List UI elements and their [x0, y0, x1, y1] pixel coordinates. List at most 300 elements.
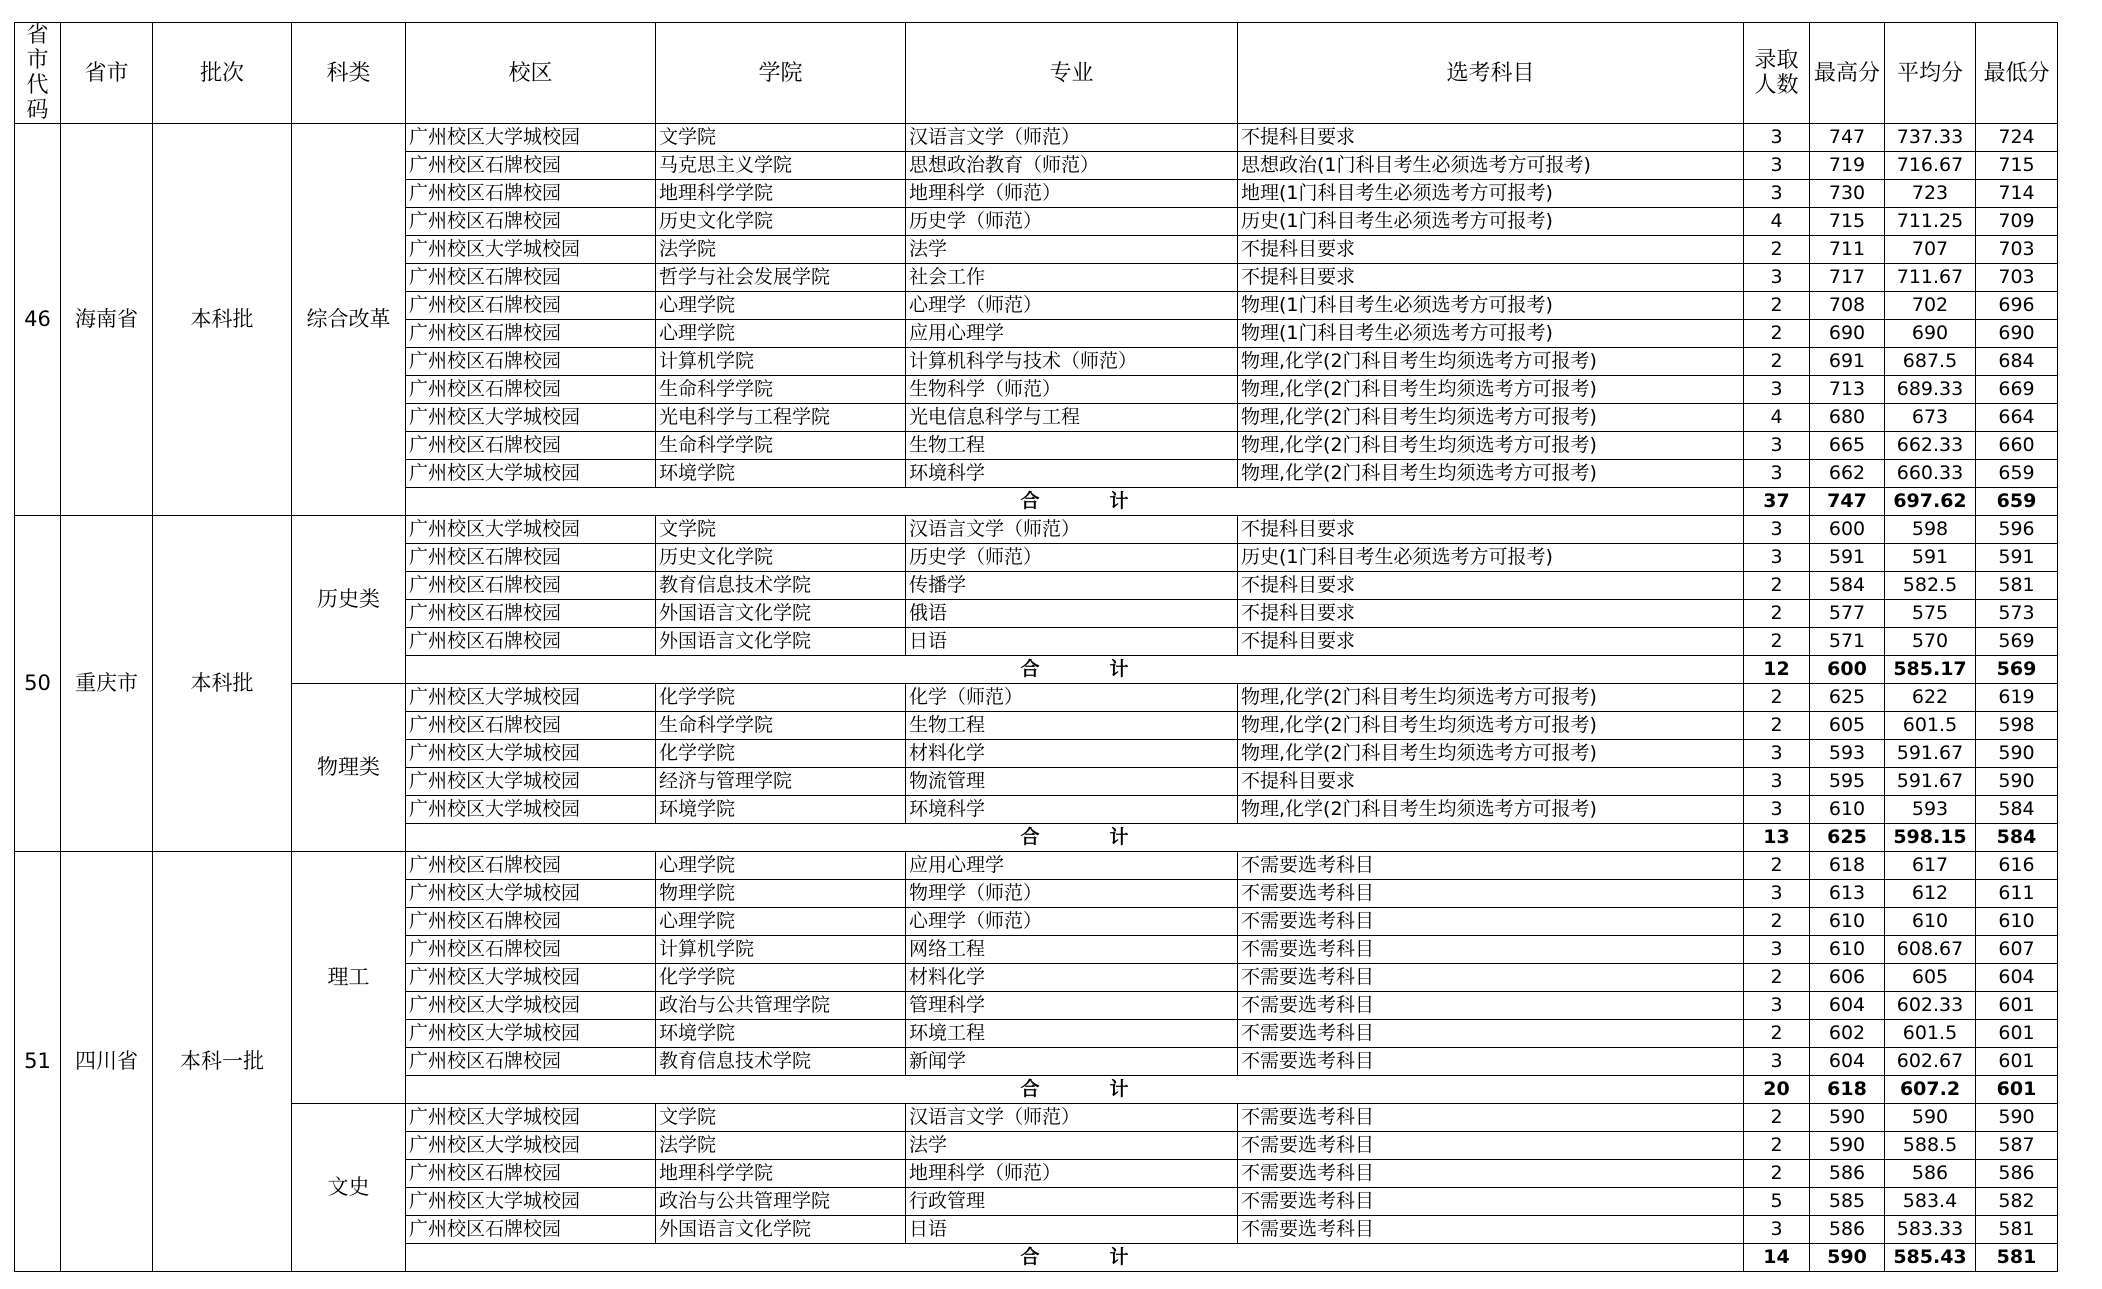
cell-avg-score: 737.33 [1885, 124, 1976, 152]
cell-major: 社会工作 [906, 264, 1238, 292]
total-admitted-count: 37 [1744, 488, 1810, 516]
cell-campus: 广州校区石牌校园 [406, 936, 656, 964]
cell-college: 化学学院 [656, 684, 906, 712]
cell-max-score: 610 [1810, 936, 1885, 964]
total-label-ji: 计 [1109, 658, 1129, 680]
cell-max-score: 711 [1810, 236, 1885, 264]
cell-max-score: 605 [1810, 712, 1885, 740]
cell-major: 心理学（师范） [906, 908, 1238, 936]
cell-subject-requirement: 不需要选考科目 [1238, 1160, 1744, 1188]
province-cell: 重庆市 [61, 516, 153, 852]
cell-college: 外国语言文化学院 [656, 1216, 906, 1244]
cell-college: 生命科学学院 [656, 712, 906, 740]
cell-avg-score: 602.67 [1885, 1048, 1976, 1076]
cell-min-score: 610 [1976, 908, 2058, 936]
cell-subject-requirement: 不提科目要求 [1238, 768, 1744, 796]
cell-college: 计算机学院 [656, 936, 906, 964]
cell-campus: 广州校区石牌校园 [406, 572, 656, 600]
header-row [15, 23, 2058, 124]
batch-cell: 本科一批 [153, 852, 292, 1272]
total-avg-score: 585.43 [1885, 1244, 1976, 1272]
cell-avg-score: 702 [1885, 292, 1976, 320]
cell-admitted-count: 3 [1744, 152, 1810, 180]
cell-major: 环境科学 [906, 460, 1238, 488]
cell-min-score: 660 [1976, 432, 2058, 460]
cell-campus: 广州校区石牌校园 [406, 320, 656, 348]
province-code-cell: 46 [15, 124, 61, 516]
total-avg-score: 607.2 [1885, 1076, 1976, 1104]
cell-max-score: 595 [1810, 768, 1885, 796]
cell-admitted-count: 3 [1744, 264, 1810, 292]
cell-college: 生命科学学院 [656, 376, 906, 404]
cell-college: 法学院 [656, 236, 906, 264]
cell-major: 环境科学 [906, 796, 1238, 824]
total-max-score: 618 [1810, 1076, 1885, 1104]
cell-major: 行政管理 [906, 1188, 1238, 1216]
cell-major: 地理科学（师范） [906, 1160, 1238, 1188]
cell-max-score: 715 [1810, 208, 1885, 236]
cell-campus: 广州校区大学城校园 [406, 1132, 656, 1160]
cell-max-score: 590 [1810, 1132, 1885, 1160]
cell-subject-requirement: 物理,化学(2门科目考生均须选考方可报考) [1238, 740, 1744, 768]
batch-cell: 本科批 [153, 124, 292, 516]
cell-min-score: 590 [1976, 740, 2058, 768]
total-min-score: 584 [1976, 824, 2058, 852]
cell-subject-requirement: 不提科目要求 [1238, 600, 1744, 628]
cell-campus: 广州校区石牌校园 [406, 1216, 656, 1244]
cell-major: 环境工程 [906, 1020, 1238, 1048]
cell-college: 环境学院 [656, 796, 906, 824]
cell-subject-requirement: 不需要选考科目 [1238, 908, 1744, 936]
cell-college: 经济与管理学院 [656, 768, 906, 796]
cell-avg-score: 591.67 [1885, 768, 1976, 796]
cell-avg-score: 673 [1885, 404, 1976, 432]
cell-college: 心理学院 [656, 292, 906, 320]
header-province: 省市 [61, 23, 153, 124]
total-label-cell [406, 656, 1744, 684]
total-max-score: 590 [1810, 1244, 1885, 1272]
cell-avg-score: 610 [1885, 908, 1976, 936]
cell-avg-score: 608.67 [1885, 936, 1976, 964]
cell-subject-requirement: 不需要选考科目 [1238, 880, 1744, 908]
cell-college: 教育信息技术学院 [656, 1048, 906, 1076]
cell-college: 心理学院 [656, 320, 906, 348]
cell-admitted-count: 2 [1744, 684, 1810, 712]
cell-min-score: 616 [1976, 852, 2058, 880]
cell-max-score: 577 [1810, 600, 1885, 628]
cell-max-score: 610 [1810, 908, 1885, 936]
cell-major: 汉语言文学（师范） [906, 1104, 1238, 1132]
cell-max-score: 600 [1810, 516, 1885, 544]
header-college: 学院 [656, 23, 906, 124]
cell-admitted-count: 3 [1744, 768, 1810, 796]
cell-campus: 广州校区石牌校园 [406, 432, 656, 460]
cell-max-score: 590 [1810, 1104, 1885, 1132]
cell-max-score: 602 [1810, 1020, 1885, 1048]
cell-major: 日语 [906, 628, 1238, 656]
cell-subject-requirement: 不需要选考科目 [1238, 1132, 1744, 1160]
cell-major: 网络工程 [906, 936, 1238, 964]
table-row [15, 1104, 2058, 1132]
cell-min-score: 590 [1976, 1104, 2058, 1132]
cell-max-score: 613 [1810, 880, 1885, 908]
cell-avg-score: 570 [1885, 628, 1976, 656]
cell-subject-requirement: 不需要选考科目 [1238, 1104, 1744, 1132]
cell-max-score: 691 [1810, 348, 1885, 376]
cell-campus: 广州校区大学城校园 [406, 1104, 656, 1132]
cell-min-score: 724 [1976, 124, 2058, 152]
cell-college: 心理学院 [656, 908, 906, 936]
cell-subject-requirement: 物理(1门科目考生必须选考方可报考) [1238, 320, 1744, 348]
category-cell: 历史类 [292, 516, 406, 684]
cell-admitted-count: 2 [1744, 348, 1810, 376]
cell-max-score: 584 [1810, 572, 1885, 600]
cell-avg-score: 598 [1885, 516, 1976, 544]
cell-min-score: 590 [1976, 768, 2058, 796]
cell-max-score: 606 [1810, 964, 1885, 992]
cell-campus: 广州校区大学城校园 [406, 236, 656, 264]
cell-avg-score: 588.5 [1885, 1132, 1976, 1160]
cell-admitted-count: 2 [1744, 1160, 1810, 1188]
cell-major: 心理学（师范） [906, 292, 1238, 320]
table-row [15, 516, 2058, 544]
cell-max-score: 662 [1810, 460, 1885, 488]
cell-college: 外国语言文化学院 [656, 628, 906, 656]
province-cell: 海南省 [61, 124, 153, 516]
cell-avg-score: 583.33 [1885, 1216, 1976, 1244]
cell-admitted-count: 2 [1744, 1020, 1810, 1048]
cell-major: 管理科学 [906, 992, 1238, 1020]
cell-college: 心理学院 [656, 852, 906, 880]
province-cell: 四川省 [61, 852, 153, 1272]
cell-subject-requirement: 物理,化学(2门科目考生均须选考方可报考) [1238, 684, 1744, 712]
cell-subject-requirement: 不需要选考科目 [1238, 1048, 1744, 1076]
admission-table-wrapper [14, 22, 2058, 1272]
cell-admitted-count: 3 [1744, 936, 1810, 964]
total-label-ji: 计 [1109, 826, 1129, 848]
total-label-ji: 计 [1109, 490, 1129, 512]
cell-admitted-count: 3 [1744, 460, 1810, 488]
header-admitted-count: 录取人数 [1744, 23, 1810, 124]
cell-campus: 广州校区大学城校园 [406, 740, 656, 768]
cell-campus: 广州校区石牌校园 [406, 1048, 656, 1076]
cell-min-score: 709 [1976, 208, 2058, 236]
cell-min-score: 569 [1976, 628, 2058, 656]
cell-admitted-count: 3 [1744, 432, 1810, 460]
cell-admitted-count: 5 [1744, 1188, 1810, 1216]
total-label-ji: 计 [1109, 1246, 1129, 1268]
cell-major: 历史学（师范） [906, 208, 1238, 236]
total-admitted-count: 20 [1744, 1076, 1810, 1104]
cell-min-score: 601 [1976, 1020, 2058, 1048]
cell-min-score: 619 [1976, 684, 2058, 712]
cell-campus: 广州校区大学城校园 [406, 768, 656, 796]
cell-avg-score: 711.25 [1885, 208, 1976, 236]
header-campus: 校区 [406, 23, 656, 124]
cell-college: 生命科学学院 [656, 432, 906, 460]
cell-min-score: 582 [1976, 1188, 2058, 1216]
cell-college: 环境学院 [656, 460, 906, 488]
cell-college: 环境学院 [656, 1020, 906, 1048]
cell-min-score: 587 [1976, 1132, 2058, 1160]
cell-subject-requirement: 不需要选考科目 [1238, 1020, 1744, 1048]
cell-max-score: 713 [1810, 376, 1885, 404]
cell-campus: 广州校区石牌校园 [406, 264, 656, 292]
table-row [15, 124, 2058, 152]
cell-avg-score: 612 [1885, 880, 1976, 908]
cell-college: 教育信息技术学院 [656, 572, 906, 600]
cell-admitted-count: 2 [1744, 628, 1810, 656]
total-label-cell [406, 1076, 1744, 1104]
total-min-score: 569 [1976, 656, 2058, 684]
cell-subject-requirement: 不需要选考科目 [1238, 1216, 1744, 1244]
cell-avg-score: 662.33 [1885, 432, 1976, 460]
total-avg-score: 585.17 [1885, 656, 1976, 684]
table-body [15, 124, 2058, 1272]
cell-college: 哲学与社会发展学院 [656, 264, 906, 292]
cell-admitted-count: 3 [1744, 796, 1810, 824]
total-min-score: 659 [1976, 488, 2058, 516]
cell-college: 地理科学学院 [656, 1160, 906, 1188]
cell-college: 文学院 [656, 124, 906, 152]
cell-subject-requirement: 物理(1门科目考生必须选考方可报考) [1238, 292, 1744, 320]
cell-min-score: 703 [1976, 236, 2058, 264]
cell-admitted-count: 2 [1744, 1104, 1810, 1132]
cell-avg-score: 711.67 [1885, 264, 1976, 292]
cell-admitted-count: 3 [1744, 376, 1810, 404]
cell-subject-requirement: 不需要选考科目 [1238, 1188, 1744, 1216]
cell-major: 物理学（师范） [906, 880, 1238, 908]
cell-campus: 广州校区大学城校园 [406, 404, 656, 432]
cell-subject-requirement: 不提科目要求 [1238, 572, 1744, 600]
cell-subject-requirement: 物理,化学(2门科目考生均须选考方可报考) [1238, 348, 1744, 376]
cell-major: 生物工程 [906, 432, 1238, 460]
cell-subject-requirement: 历史(1门科目考生必须选考方可报考) [1238, 208, 1744, 236]
total-max-score: 625 [1810, 824, 1885, 852]
total-avg-score: 598.15 [1885, 824, 1976, 852]
cell-college: 计算机学院 [656, 348, 906, 376]
cell-subject-requirement: 物理,化学(2门科目考生均须选考方可报考) [1238, 404, 1744, 432]
cell-max-score: 625 [1810, 684, 1885, 712]
cell-avg-score: 690 [1885, 320, 1976, 348]
cell-major: 地理科学（师范） [906, 180, 1238, 208]
cell-admitted-count: 2 [1744, 852, 1810, 880]
cell-avg-score: 591.67 [1885, 740, 1976, 768]
cell-admitted-count: 3 [1744, 124, 1810, 152]
cell-min-score: 684 [1976, 348, 2058, 376]
cell-subject-requirement: 历史(1门科目考生必须选考方可报考) [1238, 544, 1744, 572]
cell-college: 政治与公共管理学院 [656, 992, 906, 1020]
cell-admitted-count: 2 [1744, 292, 1810, 320]
cell-campus: 广州校区石牌校园 [406, 852, 656, 880]
cell-avg-score: 605 [1885, 964, 1976, 992]
cell-avg-score: 586 [1885, 1160, 1976, 1188]
cell-min-score: 584 [1976, 796, 2058, 824]
cell-college: 历史文化学院 [656, 544, 906, 572]
cell-major: 俄语 [906, 600, 1238, 628]
cell-major: 化学（师范） [906, 684, 1238, 712]
cell-campus: 广州校区石牌校园 [406, 376, 656, 404]
cell-avg-score: 601.5 [1885, 1020, 1976, 1048]
cell-major: 思想政治教育（师范） [906, 152, 1238, 180]
cell-min-score: 604 [1976, 964, 2058, 992]
cell-avg-score: 590 [1885, 1104, 1976, 1132]
table-header [15, 23, 2058, 124]
province-code-cell: 51 [15, 852, 61, 1272]
cell-subject-requirement: 不提科目要求 [1238, 628, 1744, 656]
cell-avg-score: 689.33 [1885, 376, 1976, 404]
cell-college: 物理学院 [656, 880, 906, 908]
cell-major: 历史学（师范） [906, 544, 1238, 572]
cell-campus: 广州校区大学城校园 [406, 992, 656, 1020]
cell-campus: 广州校区石牌校园 [406, 908, 656, 936]
cell-admitted-count: 2 [1744, 908, 1810, 936]
category-cell: 物理类 [292, 684, 406, 852]
batch-cell: 本科批 [153, 516, 292, 852]
cell-admitted-count: 2 [1744, 320, 1810, 348]
cell-avg-score: 687.5 [1885, 348, 1976, 376]
total-label-ji: 计 [1109, 1078, 1129, 1100]
cell-major: 法学 [906, 1132, 1238, 1160]
cell-campus: 广州校区大学城校园 [406, 124, 656, 152]
cell-max-score: 591 [1810, 544, 1885, 572]
cell-major: 应用心理学 [906, 852, 1238, 880]
cell-max-score: 571 [1810, 628, 1885, 656]
total-label-he: 合 [1020, 658, 1040, 680]
cell-subject-requirement: 物理,化学(2门科目考生均须选考方可报考) [1238, 460, 1744, 488]
cell-avg-score: 716.67 [1885, 152, 1976, 180]
cell-avg-score: 723 [1885, 180, 1976, 208]
cell-subject-requirement: 物理,化学(2门科目考生均须选考方可报考) [1238, 796, 1744, 824]
cell-min-score: 715 [1976, 152, 2058, 180]
cell-campus: 广州校区石牌校园 [406, 208, 656, 236]
cell-college: 文学院 [656, 1104, 906, 1132]
cell-major: 日语 [906, 1216, 1238, 1244]
total-max-score: 600 [1810, 656, 1885, 684]
cell-major: 材料化学 [906, 964, 1238, 992]
cell-max-score: 665 [1810, 432, 1885, 460]
cell-campus: 广州校区石牌校园 [406, 1160, 656, 1188]
cell-admitted-count: 3 [1744, 516, 1810, 544]
cell-major: 汉语言文学（师范） [906, 516, 1238, 544]
header-min-score: 最低分 [1976, 23, 2058, 124]
cell-campus: 广州校区石牌校园 [406, 544, 656, 572]
cell-campus: 广州校区石牌校园 [406, 600, 656, 628]
cell-min-score: 611 [1976, 880, 2058, 908]
cell-avg-score: 617 [1885, 852, 1976, 880]
cell-admitted-count: 2 [1744, 236, 1810, 264]
cell-major: 光电信息科学与工程 [906, 404, 1238, 432]
cell-avg-score: 593 [1885, 796, 1976, 824]
cell-subject-requirement: 不需要选考科目 [1238, 964, 1744, 992]
cell-college: 历史文化学院 [656, 208, 906, 236]
cell-admitted-count: 3 [1744, 992, 1810, 1020]
cell-min-score: 703 [1976, 264, 2058, 292]
cell-campus: 广州校区大学城校园 [406, 880, 656, 908]
total-admitted-count: 13 [1744, 824, 1810, 852]
cell-major: 汉语言文学（师范） [906, 124, 1238, 152]
cell-max-score: 719 [1810, 152, 1885, 180]
header-max-score: 最高分 [1810, 23, 1885, 124]
cell-min-score: 714 [1976, 180, 2058, 208]
header-subject-requirement: 选考科目 [1238, 23, 1744, 124]
cell-campus: 广州校区石牌校园 [406, 292, 656, 320]
admission-score-table [14, 22, 2058, 1272]
cell-max-score: 586 [1810, 1160, 1885, 1188]
cell-max-score: 593 [1810, 740, 1885, 768]
cell-max-score: 604 [1810, 1048, 1885, 1076]
cell-max-score: 586 [1810, 1216, 1885, 1244]
cell-admitted-count: 3 [1744, 1216, 1810, 1244]
cell-subject-requirement: 物理,化学(2门科目考生均须选考方可报考) [1238, 712, 1744, 740]
cell-subject-requirement: 不提科目要求 [1238, 236, 1744, 264]
cell-subject-requirement: 物理,化学(2门科目考生均须选考方可报考) [1238, 376, 1744, 404]
cell-avg-score: 601.5 [1885, 712, 1976, 740]
cell-major: 物流管理 [906, 768, 1238, 796]
cell-max-score: 585 [1810, 1188, 1885, 1216]
category-cell: 文史 [292, 1104, 406, 1272]
total-admitted-count: 12 [1744, 656, 1810, 684]
cell-subject-requirement: 不提科目要求 [1238, 264, 1744, 292]
province-code-cell: 50 [15, 516, 61, 852]
cell-min-score: 669 [1976, 376, 2058, 404]
total-admitted-count: 14 [1744, 1244, 1810, 1272]
cell-min-score: 596 [1976, 516, 2058, 544]
total-label-he: 合 [1020, 826, 1040, 848]
cell-admitted-count: 2 [1744, 600, 1810, 628]
total-label-he: 合 [1020, 1078, 1040, 1100]
cell-college: 法学院 [656, 1132, 906, 1160]
total-min-score: 601 [1976, 1076, 2058, 1104]
cell-college: 政治与公共管理学院 [656, 1188, 906, 1216]
cell-campus: 广州校区石牌校园 [406, 628, 656, 656]
cell-min-score: 581 [1976, 1216, 2058, 1244]
cell-admitted-count: 2 [1744, 572, 1810, 600]
cell-major: 法学 [906, 236, 1238, 264]
cell-major: 生物工程 [906, 712, 1238, 740]
cell-college: 文学院 [656, 516, 906, 544]
cell-avg-score: 582.5 [1885, 572, 1976, 600]
cell-major: 传播学 [906, 572, 1238, 600]
cell-subject-requirement: 不提科目要求 [1238, 516, 1744, 544]
cell-campus: 广州校区石牌校园 [406, 712, 656, 740]
cell-avg-score: 575 [1885, 600, 1976, 628]
cell-avg-score: 583.4 [1885, 1188, 1976, 1216]
cell-min-score: 601 [1976, 1048, 2058, 1076]
cell-campus: 广州校区大学城校园 [406, 460, 656, 488]
cell-major: 计算机科学与技术（师范） [906, 348, 1238, 376]
cell-admitted-count: 4 [1744, 404, 1810, 432]
cell-college: 化学学院 [656, 964, 906, 992]
total-label-he: 合 [1020, 1246, 1040, 1268]
cell-max-score: 708 [1810, 292, 1885, 320]
cell-college: 外国语言文化学院 [656, 600, 906, 628]
total-max-score: 747 [1810, 488, 1885, 516]
cell-min-score: 696 [1976, 292, 2058, 320]
total-label-he: 合 [1020, 490, 1040, 512]
cell-min-score: 607 [1976, 936, 2058, 964]
category-cell: 综合改革 [292, 124, 406, 516]
cell-admitted-count: 3 [1744, 880, 1810, 908]
cell-min-score: 598 [1976, 712, 2058, 740]
cell-subject-requirement: 物理,化学(2门科目考生均须选考方可报考) [1238, 432, 1744, 460]
cell-college: 地理科学学院 [656, 180, 906, 208]
cell-min-score: 586 [1976, 1160, 2058, 1188]
cell-admitted-count: 3 [1744, 1048, 1810, 1076]
cell-min-score: 601 [1976, 992, 2058, 1020]
cell-campus: 广州校区大学城校园 [406, 1188, 656, 1216]
cell-admitted-count: 2 [1744, 1132, 1810, 1160]
